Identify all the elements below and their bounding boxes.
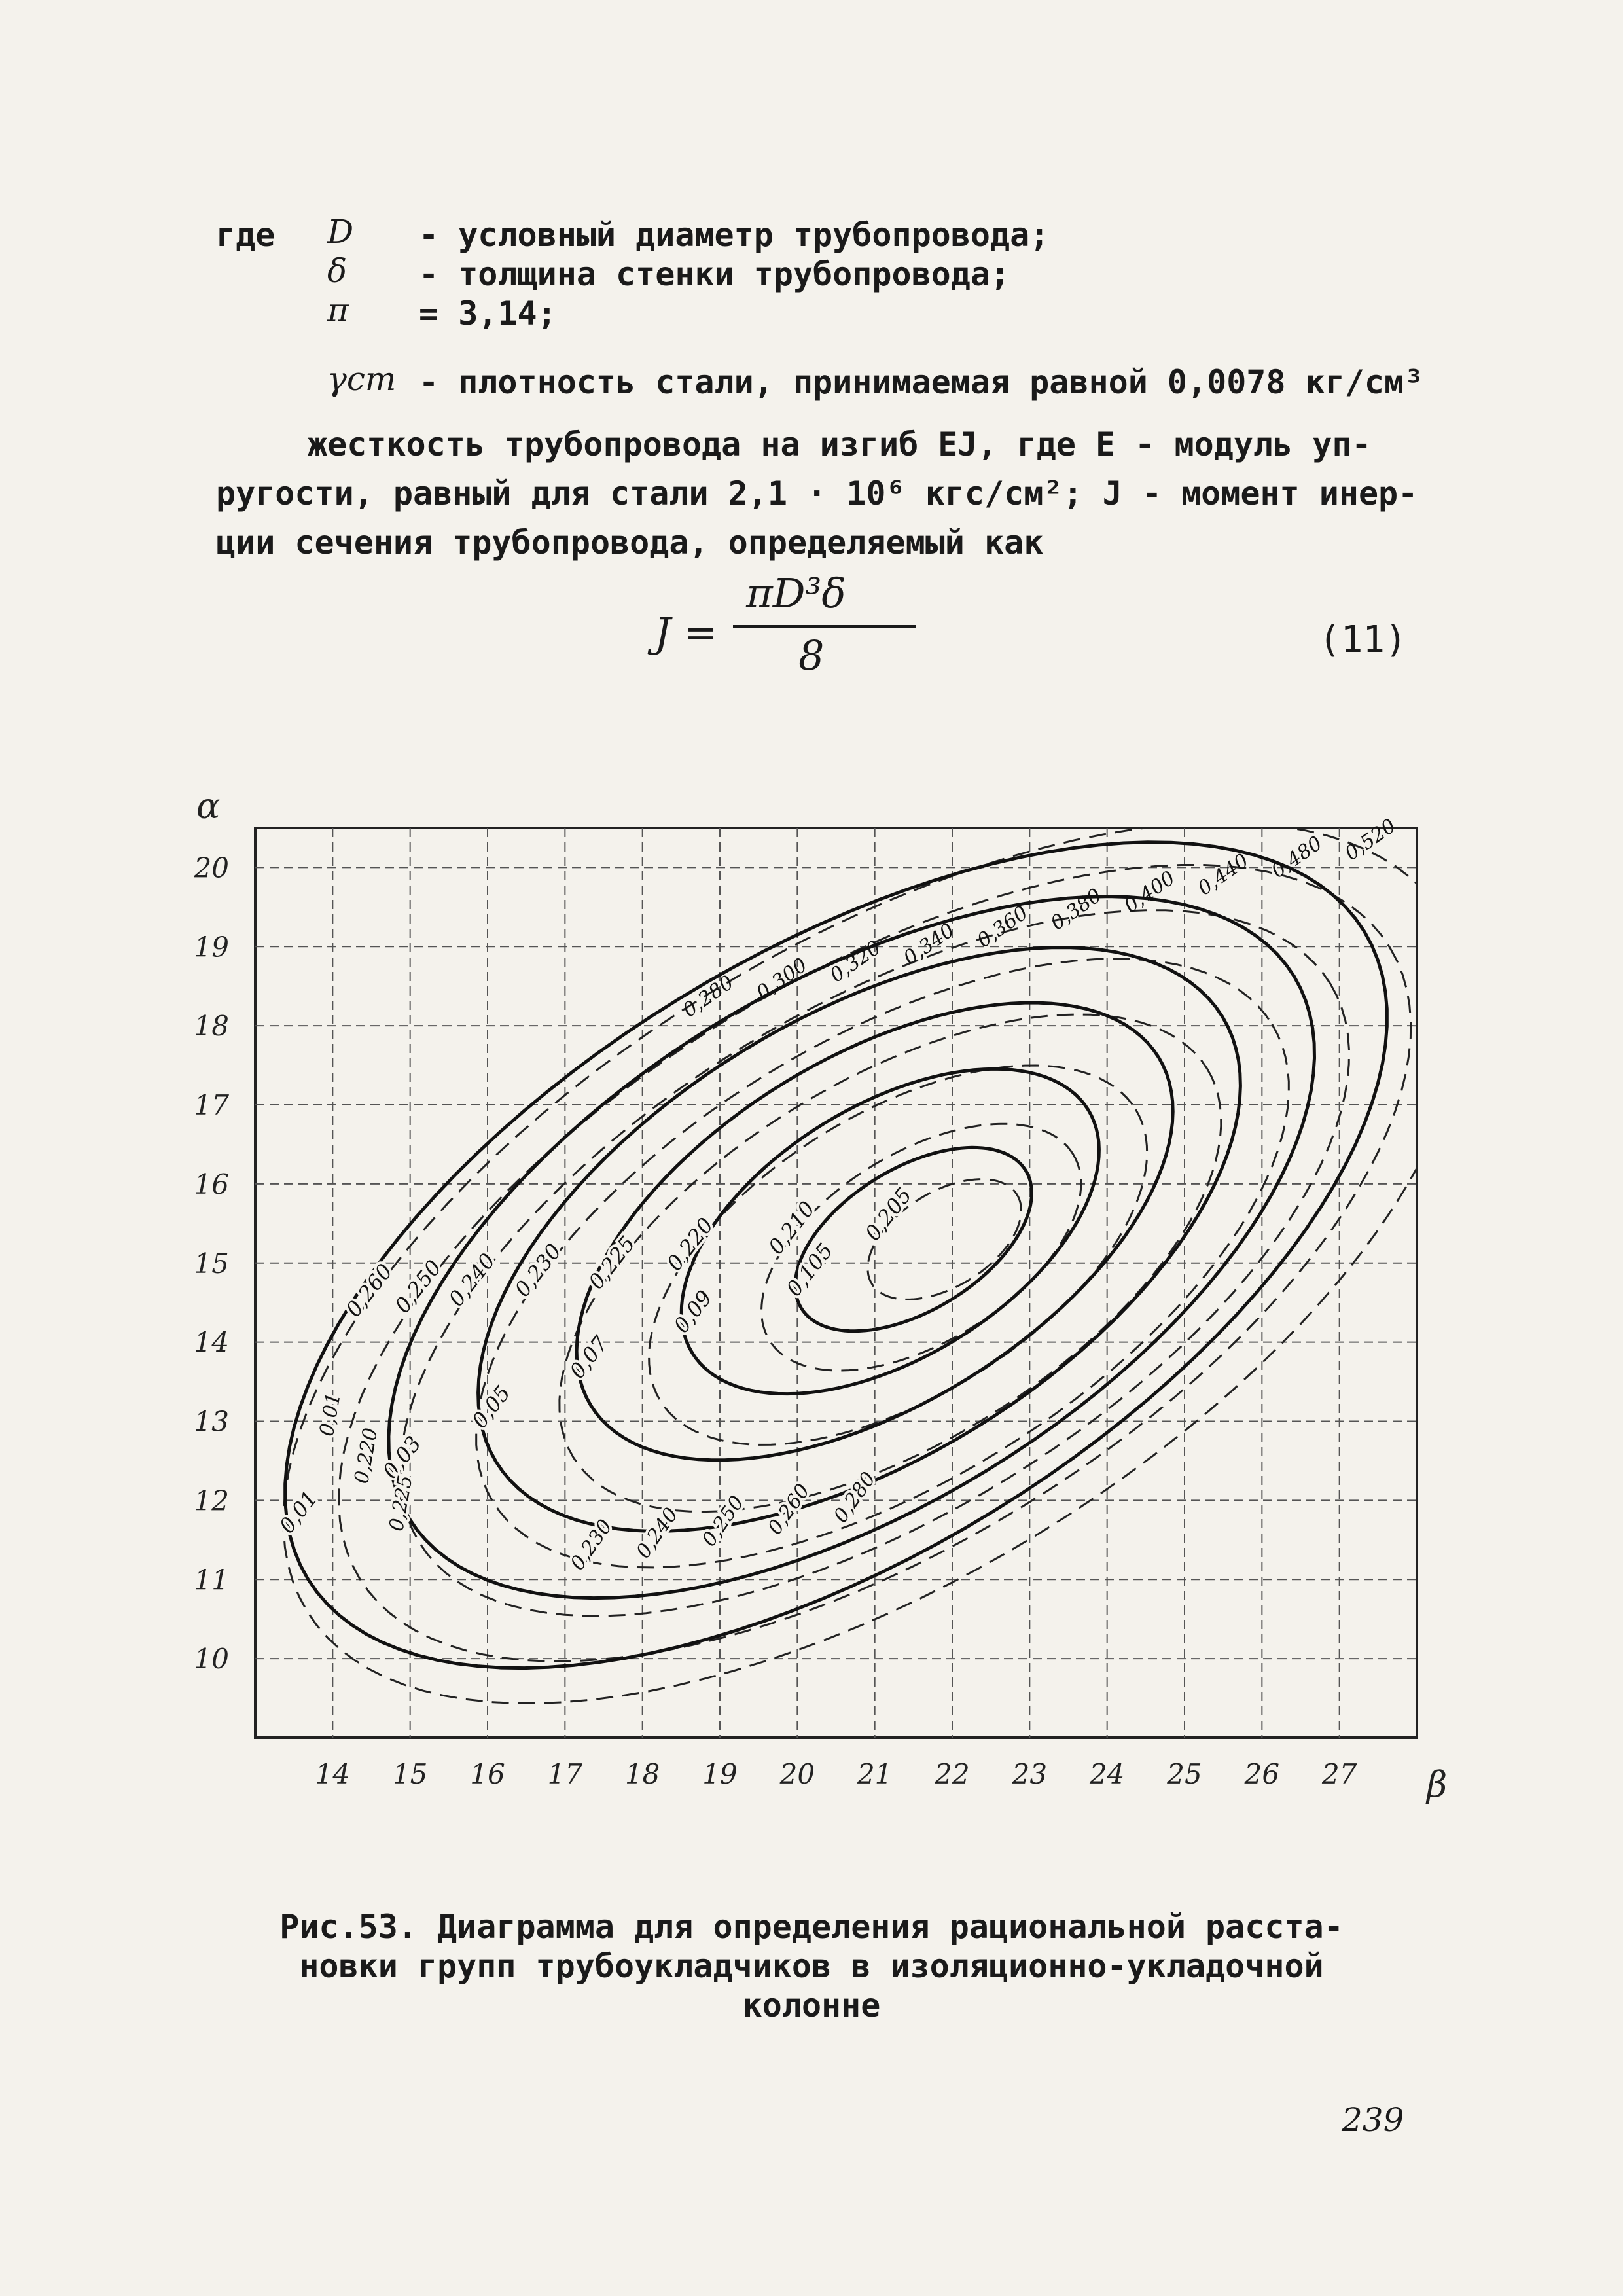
- x-tick-label: 16: [470, 1758, 505, 1790]
- x-tick-label: 23: [1012, 1758, 1048, 1790]
- solid-contour-label: 0,09: [668, 1285, 717, 1338]
- formula-numerator: πD³δ: [746, 569, 846, 617]
- y-tick-label: 14: [194, 1326, 229, 1359]
- dashed-contour: [649, 1066, 1147, 1444]
- x-tick-label: 24: [1089, 1758, 1125, 1790]
- solid-contour-label: 0,105: [781, 1238, 838, 1301]
- page-number: 239: [1342, 2101, 1404, 2139]
- x-tick-label: 21: [857, 1758, 893, 1790]
- dashed-contour-label: 0,240: [443, 1248, 501, 1312]
- y-tick-label: 15: [194, 1247, 229, 1280]
- formula-lhs: J =: [654, 609, 718, 656]
- figure-caption-line-1: Рис.53. Диаграмма для определения рациональной расста-: [279, 1908, 1344, 1946]
- dashed-contour-label: 0,230: [509, 1239, 567, 1302]
- upper-contour-label: 0,380: [1046, 884, 1106, 935]
- y-tick-label: 19: [194, 931, 229, 963]
- x-tick-label: 26: [1244, 1758, 1280, 1790]
- legend-text-diameter: - условный диаметр трубопровода;: [419, 216, 1050, 254]
- y-tick-label: 18: [194, 1010, 229, 1043]
- paragraph-line-2: ругости, равный для стали 2,1 · 10⁶ кгс/см²; J - момент инер-: [216, 475, 1418, 512]
- x-tick-label: 25: [1167, 1758, 1202, 1790]
- formula-number: (11): [1319, 619, 1407, 661]
- legend-symbol-diameter: D: [327, 213, 354, 251]
- left-contour-label: 0,01: [315, 1391, 346, 1439]
- upper-contour-label: 0,360: [972, 901, 1033, 953]
- left-contour-label: 0,225: [385, 1473, 418, 1534]
- figure-caption-line-2: новки групп трубоукладчиков в изоляционно-укладочной: [299, 1947, 1324, 1985]
- y-tick-label: 11: [194, 1564, 229, 1596]
- x-tick-label: 27: [1321, 1758, 1357, 1790]
- upper-contour-label: 0,340: [899, 918, 959, 970]
- bottom-contour-label: 0,250: [698, 1492, 749, 1551]
- dashed-contour-label: 0,210: [763, 1196, 820, 1259]
- upper-contour-label: 0,480: [1267, 831, 1327, 883]
- upper-contour-label: 0,400: [1120, 867, 1180, 918]
- upper-contour-label: 0,520: [1340, 814, 1400, 866]
- solid-contour-label: 0,05: [467, 1380, 516, 1433]
- solid-contour: [478, 948, 1241, 1532]
- upper-contour-label: 0,300: [752, 954, 812, 1005]
- paragraph-line-3: ции сечения трубопровода, определяемый как: [216, 524, 1044, 562]
- x-tick-label: 18: [624, 1758, 660, 1790]
- y-tick-label: 10: [194, 1643, 229, 1676]
- x-tick-label: 20: [779, 1758, 815, 1790]
- legend-symbol-pi: π: [327, 291, 349, 329]
- x-tick-label: 19: [702, 1758, 738, 1790]
- formula-denominator: 8: [798, 632, 825, 679]
- y-tick-label: 12: [194, 1484, 229, 1517]
- y-tick-label: 20: [194, 852, 229, 884]
- y-tick-label: 16: [194, 1168, 229, 1200]
- y-tick-label: 13: [194, 1405, 229, 1438]
- upper-contour-label: 0,280: [679, 971, 738, 1022]
- bottom-contour-label: 0,280: [829, 1467, 881, 1528]
- bottom-contour-label: 0,260: [763, 1479, 815, 1539]
- solid-contour-label: 0,01: [274, 1486, 323, 1538]
- legend-symbol-density: γст: [327, 360, 397, 398]
- x-tick-label: 22: [935, 1758, 970, 1790]
- x-tick-label: 14: [315, 1758, 351, 1790]
- left-contour-label: 0,220: [349, 1426, 383, 1486]
- x-tick-label: 17: [547, 1758, 583, 1790]
- dashed-contour-label: 0,250: [389, 1255, 447, 1318]
- upper-contour-label: 0,320: [826, 936, 885, 988]
- legend-text-density: - плотность стали, принимаемая равной 0,0078 кг/см³: [419, 363, 1424, 401]
- bottom-contour-label: 0,240: [632, 1503, 683, 1563]
- y-tick-label: 17: [194, 1089, 229, 1122]
- x-axis-label: β: [1427, 1764, 1448, 1805]
- figure-caption-line-3: колонне: [742, 1986, 881, 2024]
- dashed-contour-label: 0,220: [662, 1213, 719, 1276]
- y-axis-label: α: [196, 785, 221, 827]
- solid-contour-label: 0,03: [378, 1431, 427, 1484]
- legend-intro: где: [216, 216, 276, 254]
- solid-contour: [795, 1147, 1031, 1331]
- upper-contour-label: 0,440: [1194, 849, 1253, 901]
- dashed-contour-label: 0,225: [583, 1231, 640, 1294]
- legend-text-pi: = 3,14;: [419, 295, 557, 332]
- bottom-contour-label: 0,230: [565, 1515, 617, 1575]
- paragraph-line-1: жесткость трубопровода на изгиб EJ, где E - модуль уп-: [308, 425, 1372, 463]
- legend-text-thickness: - толщина стенки трубопровода;: [419, 255, 1010, 293]
- legend-symbol-thickness: δ: [327, 252, 348, 290]
- x-tick-label: 15: [392, 1758, 428, 1790]
- solid-contour-label: 0,07: [564, 1331, 613, 1384]
- dashed-contour-label: 0,260: [340, 1259, 398, 1322]
- dashed-contour-label: 0,205: [860, 1183, 917, 1246]
